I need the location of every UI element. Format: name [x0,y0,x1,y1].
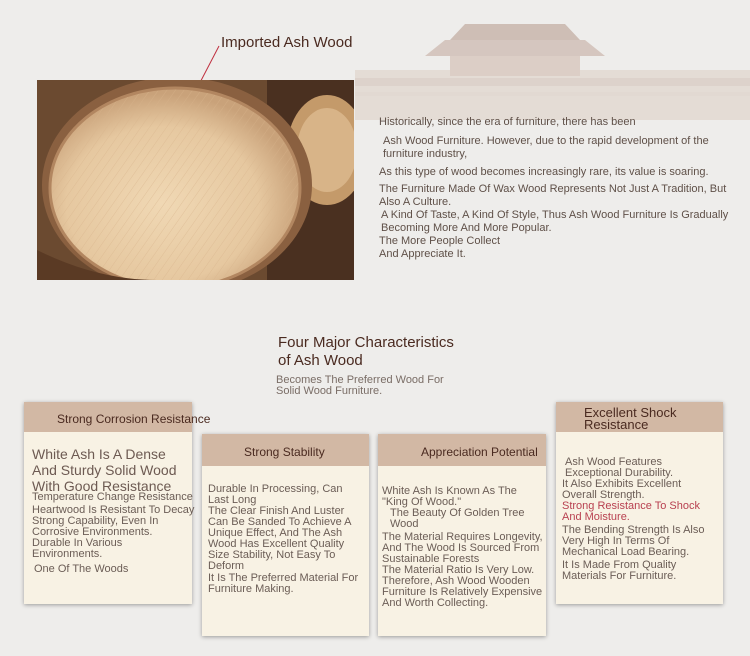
card-appreciation-potential [378,434,546,636]
card-title: Strong Stability [244,445,325,459]
card-highlight-text: Strong Resistance To Shock And Moisture. [562,500,700,523]
card-body: Durable In Processing, Can Last Long The Clear Finish And Luster Can Be Sanded To Achieve A Unique Effect, And The Ash Wood Has Excellent Quality Size Stability, Not Easy To Deform It Is The Preferred Material For Furniture Making. [208,483,359,595]
card-title: Excellent Shock Resistance [584,405,677,432]
section-title: Four Major Characteristics of Ash Wood [278,334,454,369]
card-header [378,434,546,466]
card-shock-resistance [556,402,723,604]
intro-line: And Appreciate It. [379,248,466,260]
card-body: Ash Wood Features Exceptional Durability. It Also Exhibits Excellent Overall Strength. Strong Resistance To Shock And Moisture. The Bending Strength Is Also Very High In Terms Of Mechanical Load Bearing. It Is Made From Quality Materials For Furniture. [562,457,717,582]
card-header [202,434,369,466]
card-title: Appreciation Potential [421,445,538,459]
card-title: Strong Corrosion Resistance [57,412,211,426]
ash-wood-log-image [37,80,354,280]
intro-line: The More People Collect [379,235,501,247]
card-corrosion-resistance [24,402,211,604]
section-subtitle: Becomes The Preferred Wood For Solid Wood Furniture. [276,374,444,397]
card-header [556,402,723,432]
card-stability [202,434,369,636]
intro-line: The Furniture Made Of Wax Wood Represents Not Just A Tradition, But Also A Culture. [379,183,727,208]
card-body: Temperature Change Resistance Heartwood Is Resistant To Decay Strong Capability, Even In Corrosive Environments. Durable In Various Environments. One Of The Woods [32,491,195,575]
card-headline: White Ash Is A Dense And Sturdy Solid Wood With Good Resistance [32,446,177,494]
intro-paragraph [379,116,744,261]
intro-line: As this type of wood becomes increasingly rare, its value is soaring. [379,166,709,178]
palace-backdrop-image [355,0,750,120]
intro-line: A Kind Of Taste, A Kind Of Style, Thus Ash Wood Furniture Is Gradually Becoming More And More Popular. [381,209,729,234]
intro-line: Ash Wood Furniture. However, due to the rapid development of the furniture industry, [383,135,709,160]
callout-label: Imported Ash Wood [221,34,353,51]
card-header [24,402,211,432]
card-body: White Ash Is Known As The "King Of Wood." The Beauty Of Golden Tree Wood The Material Requires Longevity, And The Wood Is Sourced From Sustainable Forests The Material Ratio Is Very Low. Therefore, Ash Wood Wooden Furniture Is Relatively Expensive And Worth Collecting. [382,485,543,609]
intro-line: Historically, since the era of furniture, there has been [379,116,636,128]
